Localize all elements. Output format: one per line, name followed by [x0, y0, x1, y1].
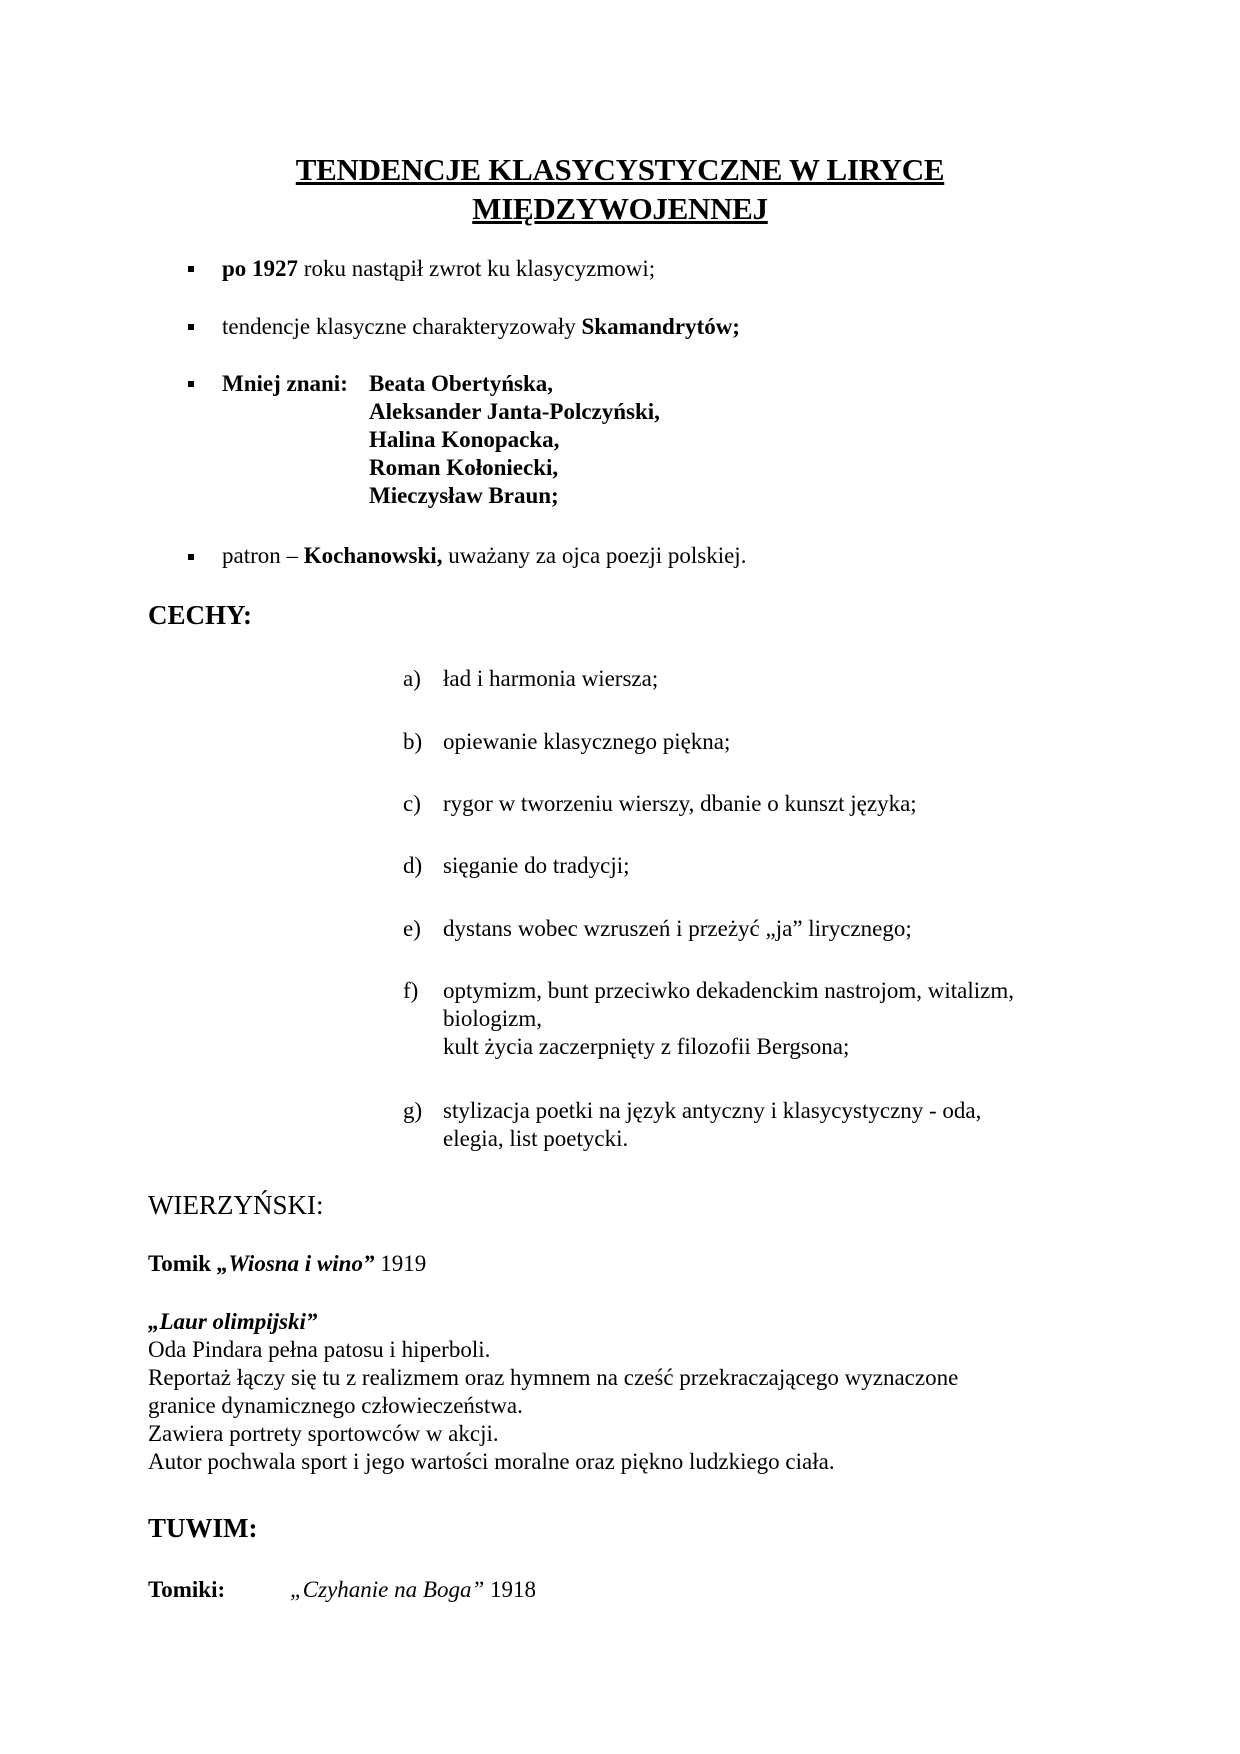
bullet-4-rest: uważany za ojca poezji polskiej.	[442, 543, 747, 568]
name-item: Mieczysław Braun;	[369, 483, 559, 508]
tuwim-heading: TUWIM:	[148, 1513, 258, 1543]
work-title: „Czyhanie na Boga”	[290, 1577, 485, 1602]
laur-title: „Laur olimpijski”	[148, 1309, 318, 1334]
name-item: Halina Konopacka,	[369, 427, 560, 452]
laur-line: Autor pochwala sport i jego wartości moralne oraz piękno ludzkiego ciała.	[148, 1449, 835, 1474]
cecha-line: rygor w tworzeniu wierszy, dbanie o kunszt języka;	[443, 791, 917, 816]
tomiki-label: Tomiki:	[148, 1577, 226, 1602]
page-title	[0, 150, 1240, 228]
laur-line: Oda Pindara pełna patosu i hiperboli.	[148, 1337, 491, 1362]
bullet-3-label: Mniej znani:	[222, 371, 348, 396]
cecha-line: stylizacja poetki na język antyczny i klasycystyczny - oda,	[443, 1098, 982, 1123]
bullet-4-bold: Kochanowski,	[303, 543, 443, 568]
cecha-item-e	[443, 915, 912, 943]
title-line-2: MIĘDZYWOJENNEJ	[472, 191, 768, 226]
cecha-line: ład i harmonia wiersza;	[443, 666, 659, 691]
bullet-1-text: roku nastąpił zwrot ku klasycyzmowi;	[298, 256, 656, 281]
cecha-item-b	[443, 728, 730, 756]
laur-line: granice dynamicznego człowieczeństwa.	[148, 1393, 523, 1418]
cecha-letter: g)	[403, 1098, 423, 1123]
cecha-item-d	[443, 852, 630, 880]
laur-line: Reportaż łączy się tu z realizmem oraz hymnem na cześć przekraczającego wyznaczone	[148, 1365, 959, 1390]
bullet-1	[222, 255, 655, 283]
cecha-letter: f)	[403, 978, 419, 1003]
cecha-letter: a)	[403, 666, 421, 691]
cecha-line: opiewanie klasycznego piękna;	[443, 729, 731, 754]
bullet-marker	[188, 266, 194, 272]
bullet-marker	[188, 554, 194, 560]
cecha-letter: e)	[403, 916, 421, 941]
bullet-1-bold: po 1927	[222, 256, 299, 281]
name-item: Aleksander Janta-Polczyński,	[369, 399, 660, 424]
bullet-3-names	[369, 370, 660, 510]
cecha-letter: d)	[403, 853, 423, 878]
bullet-2-bold: Skamandrytów;	[581, 314, 740, 339]
tomik-title: „Wiosna i wino”	[211, 1251, 375, 1276]
title-line-1: TENDENCJE KLASYCYSTYCZNE W LIRYCE	[295, 152, 945, 187]
cecha-letter: b)	[403, 729, 423, 754]
cecha-line: optymizm, bunt przeciwko dekadenckim nastrojom, witalizm,	[443, 978, 1015, 1003]
cecha-line: biologizm,	[443, 1006, 543, 1031]
laur-olimpijski-section	[148, 1308, 958, 1476]
cecha-line: dystans wobec wzruszeń i przeżyć „ja” lirycznego;	[443, 916, 912, 941]
cecha-line: elegia, list poetycki.	[443, 1126, 629, 1151]
name-item: Beata Obertyńska,	[369, 371, 553, 396]
cecha-item-c	[443, 790, 917, 818]
name-item: Roman Kołoniecki,	[369, 455, 559, 480]
bullet-2	[222, 313, 740, 341]
bullet-4-text: patron –	[222, 543, 304, 568]
wierzynski-heading: WIERZYŃSKI:	[148, 1190, 324, 1220]
laur-line: Zawiera portrety sportowców w akcji.	[148, 1421, 499, 1446]
bullet-4	[222, 542, 746, 570]
cecha-letter: c)	[403, 791, 421, 816]
bullet-2-text: tendencje klasyczne charakteryzowały	[222, 314, 582, 339]
work-year: 1918	[484, 1577, 536, 1602]
tuwim-work	[290, 1576, 536, 1604]
cecha-line: sięganie do tradycji;	[443, 853, 630, 878]
cecha-item-a	[443, 665, 658, 693]
wierzynski-tomik	[148, 1250, 426, 1278]
cecha-item-g	[443, 1097, 981, 1153]
bullet-marker	[188, 381, 194, 387]
tomik-label: Tomik	[148, 1251, 212, 1276]
tomik-year: 1919	[374, 1251, 427, 1276]
cecha-item-f	[443, 977, 1014, 1061]
cechy-heading: CECHY:	[148, 600, 253, 630]
bullet-marker	[188, 324, 194, 330]
cecha-line: kult życia zaczerpnięty z filozofii Bergsona;	[443, 1034, 850, 1059]
